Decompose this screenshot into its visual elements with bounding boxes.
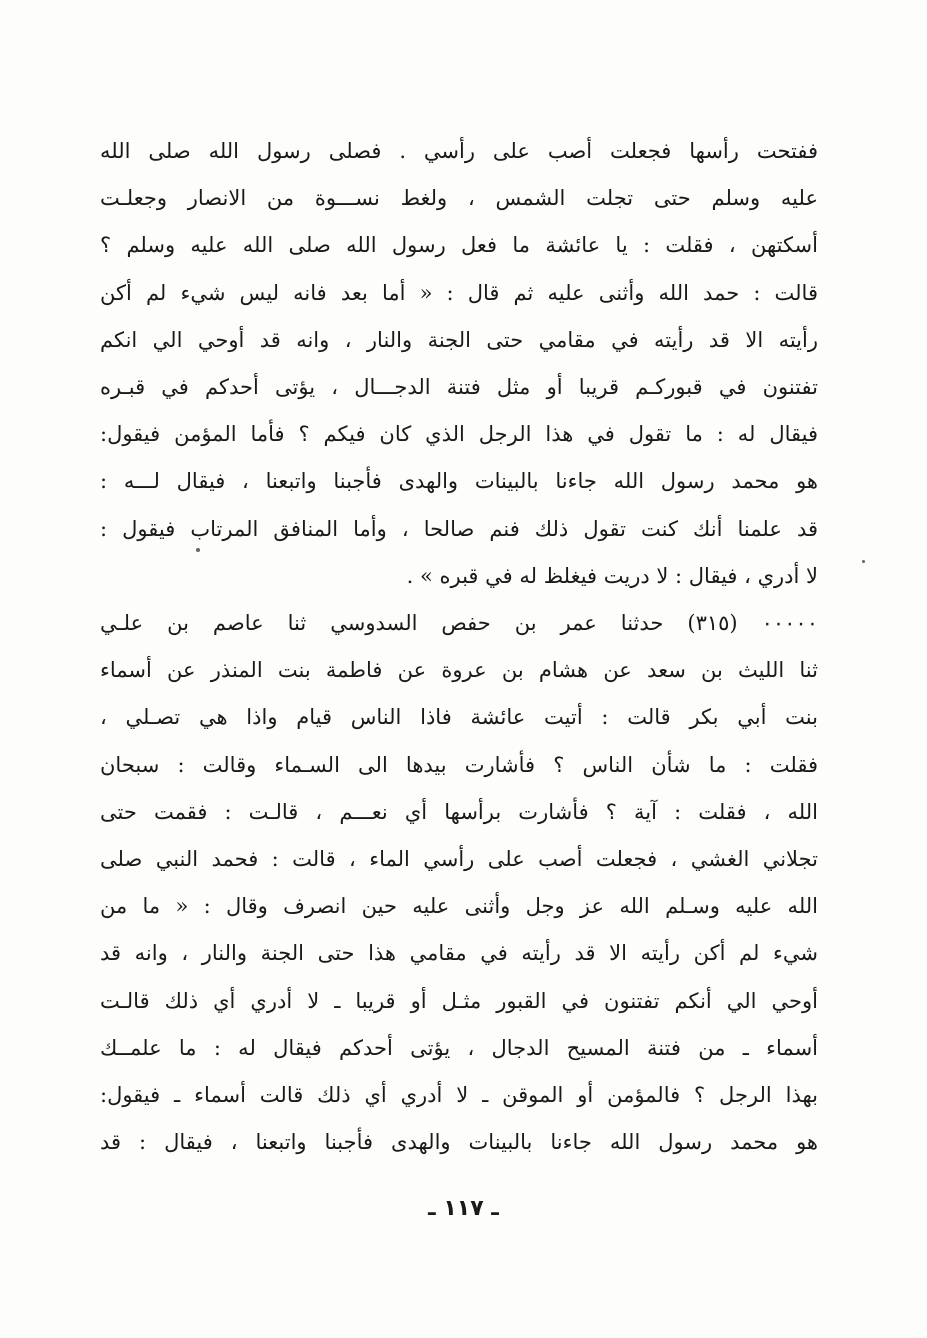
text-line: ثنا الليث بن سعد عن هشام بن عروة عن فاطمة بنت المنذر عن أسماء [100,658,818,683]
paragraph-1 [100,128,818,600]
text-line: عليه وسلم حتى تجلت الشمس ، ولغط نســـوة من الانصار وجعلـت [100,186,818,211]
text-line: فيقال له : ما تقول في هذا الرجل الذي كان فيكم ؟ فأما المؤمن فيقول: [100,422,818,447]
page-number: ـ ١١٧ ـ [428,1196,499,1221]
text-line: شيء لم أكن رأيته الا قد رأيته في مقامي هذا حتى الجنة والنار ، وانه قد [100,941,818,966]
text-line: بهذا الرجل ؟ فالمؤمن أو الموقن ـ لا أدري أي ذلك قالت أسماء ـ فيقول: [100,1082,818,1107]
text-line: الله عليه وسـلم الله عز وجل وأثنى عليه حين انصرف وقال : « ما من [100,894,818,919]
scan-speck [862,560,865,563]
text-line: لا أدري ، فيقال : لا دريت فيغلظ له في قبره » . [406,563,818,588]
text-line: هو محمد رسول الله جاءنا بالبينات والهدى فأجبنا واتبعنا ، فيقال لـــه : [100,469,818,494]
text-line: أسكتهن ، فقلت : يا عائشة ما فعل رسول الله صلى الله عليه وسلم ؟ [100,233,818,258]
text-line: أوحي الي أنكم تفتنون في القبور مثـل أو قريبا ـ لا أدري أي ذلك قالـت [100,988,818,1013]
text-line: فقلت : ما شأن الناس ؟ فأشارت بيدها الى السـماء وقالت : سبحان [100,752,818,777]
text-line: الله ، فقلت : آية ؟ فأشارت برأسها أي نعـــم ، قالـت : فقمت حتى [100,799,818,824]
paragraph-2 [100,600,818,1166]
text-line: أسماء ـ من فتنة المسيح الدجال ، يؤتى أحدكم فيقال له : ما علمــك [100,1035,818,1060]
text-line: ٠٠٠٠٠ (٣١٥) حدثنا عمر بن حفص السدوسي ثنا عاصم بن علـي [100,611,818,635]
text-line: ففتحت رأسها فجعلت أصب على رأسي . فصلى رسول الله صلى الله [100,139,818,163]
text-line: بنت أبي بكر قالت : أتيت عائشة فاذا الناس قيام واذا هي تصـلي ، [100,705,818,730]
text-line: تفتنون في قبوركـم قريبا أو مثل فتنة الدجـــال ، يؤتى أحدكم في قبـره [100,374,818,399]
text-line: هو محمد رسول الله جاءنا بالبينات والهدى فأجبنا واتبعنا ، فيقال : قد [100,1130,818,1155]
text-line: قد علمنا أنك كنت تقول ذلك فنم صالحا ، وأما المنافق المرتاب فيقول : [100,516,818,541]
text-line: رأيته الا قد رأيته في مقامي حتى الجنة والنار ، وانه قد أوحي الي انكم [100,327,818,352]
text-line: قالت : حمد الله وأثنى عليه ثم قال : « أما بعد فانه ليس شيء لم أكن [100,280,818,305]
scan-speck [196,548,200,552]
text-line: تجلاني الغشي ، فجعلت أصب على رأسي الماء ، قالت : فحمد النبي صلى [100,846,818,871]
